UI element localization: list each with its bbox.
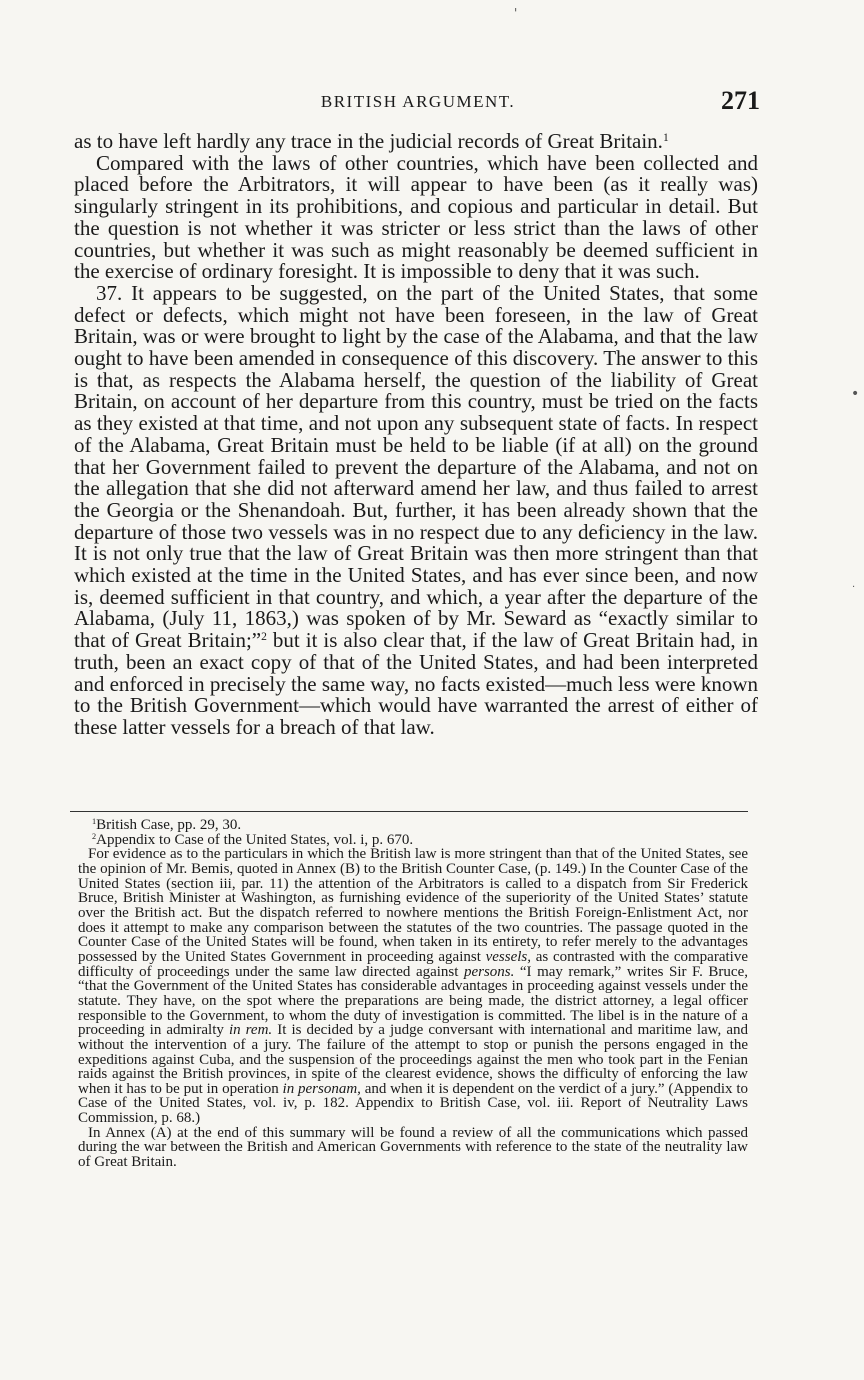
footnotes <box>78 818 748 1170</box>
footnote-text: Appendix to Case of the United States, vol. i, p. 670. <box>96 831 414 848</box>
footnote-italic: persons. <box>463 963 515 980</box>
footnote-text: British Case, pp. 29, 30. <box>96 817 242 833</box>
footnote-italic: in rem. <box>228 1022 273 1039</box>
footnote-ref: 1 <box>662 132 669 145</box>
print-speck: ' <box>514 6 518 20</box>
footnote-mark: 1 <box>92 817 97 827</box>
footnote-text: For evidence as to the particulars in which the British law is more stringent than that of the United States, see the opinion of Mr. Bemis, quoted in Annex (B) to the British Counter Case, (p. 149.) In the Counter Case of the United States (section iii, par. 11) the attention of the Arbitrators is called to a dispatch from Sir Frederick Bruce, British Minister at Washington, as furnishing evidence of the superiority of the United States’ statute over the British act. But the dispatch referred to nowhere mentions the British Foreign-Enlistment Act, nor does it attempt to make any comparison between the statutes of the two countries. The passage quoted in the Counter Case of the United States will be found, when taken in its entirety, to refer merely to the advantages possessed by the United States Government in proceeding against <box>78 846 748 965</box>
footnote-2-paragraph: In Annex (A) at the end of this summary will be found a review of all the communications which passed during the war between the British and American Governments with reference to the state of the neutrality law of Great Britain. <box>78 1124 748 1171</box>
footnote-1 <box>78 818 748 833</box>
footnote-mark: 2 <box>92 831 97 841</box>
paragraph: Compared with the laws of other countries, which have been collected and placed before the Arbitrators, it will appear to have been (as it really was) singularly stringent in its prohibitions, and copious and particular in detail. But the question is not whether it was stricter or less strict than the laws of other countries, but whether it was such as might reasonably be deemed sufficient in the exercise of ordinary foresight. It is impossible to deny that it was such. <box>74 150 758 284</box>
footnote-2 <box>78 833 748 848</box>
page-number: 271 <box>721 86 760 115</box>
footnote-text: as contrasted with the comparative difficulty of proceedings under the same law directed against <box>78 948 748 980</box>
footnote-rule <box>70 811 748 812</box>
paragraph-37 <box>74 280 758 739</box>
paragraph-continuation <box>74 131 758 153</box>
footnote-text: “I may remark,” writes Sir F. Bruce, “that the Government of the United States has considerable advantages in proceeding against vessels under the statute. They have, on the spot where the preparations are being made, the district attorney, a legal officer responsible to the Government, to whom the duty of investigation is committed. The libel is in the nature of a proceeding in admiralty <box>78 963 748 1039</box>
footnote-italic: in personam, <box>282 1080 361 1097</box>
footnote-ref: 2 <box>261 631 267 644</box>
paragraph-text: 37. It appears to be suggested, on the part of the United States, that some defect or defects, which might not have been foreseen, in the law of Great Britain, was or were brought to light by the case of the Alabama, and that the law ought to have been amended in consequence of this discovery. The answer to this is that, as respects the Alabama herself, the question of the liability of Great Britain, on account of her departure from this country, must be tried on the facts as they existed at that time, and not upon any subsequent state of facts. In respect of the Alabama, Great Britain must be held to be liable (if at all) on the ground that her Government failed to prevent the departure of the Alabama, and not on the allegation that she did not afterward amend her law, and thus failed to arrest the Georgia or the Shenandoah. But, further, it has been already shown that the departure of those two vessels was in no respect due to any deficiency in the law. It is not only true that the law of Great Britain was then more stringent than that which existed at the time in the United States, and has ever since been, and now is, deemed sufficient in that country, and which, a year after the departure of the Alabama, (July 11, 1863,) was spoken of by Mr. Seward as “exactly similar to that of Great Britain;” <box>74 280 758 653</box>
print-speck: • <box>851 386 860 402</box>
footnote-text: and when it is dependent on the verdict of a jury.” (Appendix to Case of the United States, vol. iv, p. 182. Appendix to British Case, vol. iii. Report of Neutrality Laws Commission, p. 68.) <box>78 1080 748 1127</box>
paragraph-text: but it is also clear that, if the law of Great Britain had, in truth, been an exact copy of that of the United States, and had been interpreted and enforced in precisely the same way, no facts existed—much less were known to the British Government—which would have warranted the arrest of either of these latter vessels for a breach of that law. <box>74 628 758 739</box>
print-speck: · <box>852 582 856 593</box>
footnote-italic: vessels, <box>485 948 532 965</box>
footnote-text: It is decided by a judge conversant with international and maritime law, and without the intervention of a jury. The failure of the attempt to stop or punish the persons engaged in the expeditions against Cuba, and the suspension of the proceedings against the men who took part in the Fenian raids against the British provinces, in spite of the clearest evidence, shows the difficulty of enforcing the law when it has to be put in operation <box>78 1022 748 1097</box>
running-head: BRITISH ARGUMENT. <box>320 92 516 111</box>
page-header <box>76 88 760 118</box>
footnote-2-paragraph <box>78 847 748 1125</box>
main-text <box>74 131 758 739</box>
paragraph-text: as to have left hardly any trace in the judicial records of Great Britain. <box>74 129 663 153</box>
